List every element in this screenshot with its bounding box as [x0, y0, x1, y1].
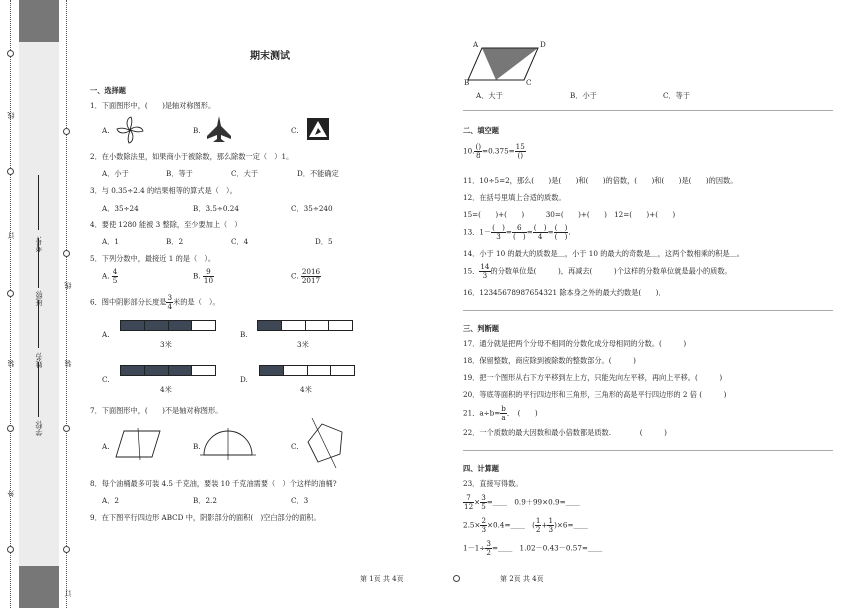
fraction	[480, 494, 487, 511]
question-number: 15．	[463, 266, 480, 276]
option-label: A.	[102, 271, 110, 281]
vertex-label: D	[540, 40, 546, 49]
side-char: 线	[7, 112, 15, 119]
period: .	[568, 227, 571, 237]
question-19: 19．把一个图形从右下方平移到左上方，只能先向左平移，再向上平移。( )	[463, 373, 723, 382]
center-hole	[453, 575, 460, 582]
question-12-line: 15=( )+( ) 30=( )+( ) 12=( )+( )	[463, 210, 676, 219]
fraction	[515, 143, 526, 160]
option-label: A.	[102, 442, 110, 451]
option: A．2	[102, 496, 119, 505]
option-label: B.	[193, 271, 201, 281]
binding-hole	[7, 50, 14, 57]
parallelogram-figure	[112, 428, 164, 460]
denominator: 8	[475, 151, 481, 160]
operator: ×	[474, 497, 481, 507]
numerator: 2016	[301, 267, 321, 276]
binding-bottom-block	[19, 566, 59, 608]
side-char: 外	[7, 490, 15, 497]
option: C．等于	[663, 91, 691, 100]
denominator: 4	[167, 302, 173, 311]
fraction	[491, 224, 506, 241]
binding-hole	[63, 128, 70, 135]
question-4: 4．要使 1280 能被 3 整除，至少要加上（ ）	[90, 220, 242, 229]
section-divider	[463, 310, 833, 311]
bar-length-label: 4米	[160, 385, 172, 394]
denominator: 3	[481, 525, 487, 534]
binding-hole	[7, 168, 14, 175]
denominator: 5	[481, 502, 486, 511]
denominator: 12	[464, 502, 474, 511]
calc-row-3	[463, 540, 602, 557]
binding-top-block	[19, 0, 59, 42]
calc-text: =＿＿ 1.02－0.43－0.57=＿＿	[491, 543, 603, 553]
question-5: 5．下列分数中，最接近 1 的是（ ）。	[90, 254, 216, 263]
question-20: 20．等底等面积的平行四边形和三角形，三角形的高是平行四边形的 2 倍 ( )	[463, 390, 727, 399]
side-char: 订	[7, 232, 15, 239]
question-13-text: 13．1－	[463, 227, 492, 237]
fraction	[533, 224, 548, 241]
numerator: 15	[515, 142, 525, 151]
section-heading-fill: 二、填空题	[463, 126, 499, 135]
calc-row-1	[463, 494, 580, 511]
numerator: 3	[167, 293, 173, 302]
bar-d	[259, 365, 355, 376]
question-15-text: 的分数单位是( )，再减去( )个这样的分数单位就是最小的质数。	[490, 266, 732, 276]
airplane-figure	[204, 114, 234, 144]
question-12: 12．在括号里填上合适的质数。	[463, 193, 566, 202]
option-label: B.	[193, 442, 201, 451]
name-field[interactable]	[38, 300, 39, 348]
option: B．等于	[166, 169, 193, 178]
option-label: C.	[291, 442, 299, 451]
section-heading-choice: 一、选择题	[90, 86, 126, 95]
denominator: 4	[537, 232, 543, 241]
exam-title: 期末测试	[250, 51, 290, 62]
question-11: 11．10÷5=2，那么( )是( )和( )的倍数，( )和( )是( )的因数。	[463, 176, 738, 185]
fraction	[500, 405, 507, 422]
denominator: ()	[517, 151, 524, 160]
numerator: 9	[203, 268, 214, 277]
section-heading-calc: 四、计算题	[463, 464, 499, 473]
numerator: 1	[535, 516, 541, 525]
numerator: ()	[475, 142, 482, 151]
question-7: 7．下面图形中，( )不是轴对称图形。	[90, 406, 223, 415]
denominator: ( )	[554, 232, 568, 241]
bar-length-label: 3米	[160, 340, 172, 349]
option: C．4	[231, 237, 249, 246]
calc-text: )×6=＿＿	[554, 520, 588, 530]
numerator: 4	[112, 267, 118, 276]
option: B．2.2	[193, 496, 217, 505]
option-label: A.	[102, 126, 110, 135]
numerator: 7	[463, 494, 474, 503]
denominator: 2	[486, 548, 491, 557]
denominator: ( )	[512, 232, 526, 241]
numerator: 3	[486, 539, 491, 548]
exam-id-label: 考号:	[35, 236, 43, 253]
binding-hole	[63, 425, 70, 432]
question-6-text: 米的是（ ）。	[173, 297, 220, 307]
question-22: 22．一个质数的最大因数和最小倍数都是质数. ( )	[463, 428, 667, 437]
denominator: 2017	[301, 276, 321, 285]
binding-hole	[7, 546, 14, 553]
fraction	[485, 540, 492, 557]
numerator: 14	[480, 262, 490, 271]
question-13	[463, 224, 571, 241]
numerator: b	[501, 404, 506, 413]
binding-hole	[7, 290, 14, 297]
equation-text: =0.375=	[482, 146, 515, 156]
fraction	[112, 268, 119, 285]
equals: =	[505, 227, 512, 237]
binding-hole	[63, 250, 70, 257]
side-char: 订	[64, 590, 72, 597]
question-18: 18．保留整数，商应除到被除数的整数部分。( )	[463, 356, 636, 365]
denominator: 3	[496, 232, 501, 241]
option-label: D.	[240, 375, 248, 384]
side-char: 线	[64, 282, 72, 289]
outer-cut-line	[10, 0, 11, 608]
question-6	[90, 294, 220, 311]
fraction	[512, 224, 527, 241]
numerator: 3	[481, 493, 486, 502]
option: D．5	[315, 237, 333, 246]
semicircle-figure	[200, 428, 256, 460]
class-field[interactable]	[38, 238, 39, 288]
option: B．3.5÷0.24	[193, 204, 239, 213]
equals: =	[547, 227, 554, 237]
section-heading-judge: 三、判断题	[463, 324, 499, 333]
warning-sign-figure	[306, 117, 330, 141]
fraction	[203, 268, 214, 285]
question-16: 16．12345678987654321 除本身之外的最大约数是( )．	[463, 288, 666, 297]
question-21-text: ． ( )	[506, 408, 538, 418]
option-label: B.	[193, 126, 201, 135]
option-a	[102, 268, 118, 285]
option: A．大于	[476, 91, 503, 100]
pentagon-figure	[300, 418, 350, 468]
question-14: 14．小于 10 的最大的质数是＿，小于 10 的最大的奇数是＿，这两个数相乘的积是＿。	[463, 249, 744, 258]
denominator: a	[501, 413, 506, 422]
operator: +	[541, 520, 548, 530]
numerator: 6	[512, 224, 527, 233]
question-8: 8．每个油桶最多可装 4.5 千克油，要装 10 千克油需要（ ）个这样的油桶?	[90, 479, 337, 488]
denominator: 2	[535, 525, 541, 534]
fraction	[479, 263, 490, 280]
option: B．2	[166, 237, 184, 246]
side-char: 装	[64, 360, 72, 367]
page-footer: 第 2页 共 4页	[500, 575, 544, 583]
question-9: 9．在下图平行四边形 ABCD 中，阴影部分的面积( )空白部分的面积。	[90, 513, 321, 522]
bar-b	[257, 320, 353, 331]
option-label: B.	[240, 330, 248, 339]
question-3: 3．与 0.35÷2.4 的结果相等的算式是（ ）。	[90, 186, 237, 195]
denominator: 3	[548, 525, 554, 534]
question-21	[463, 405, 538, 422]
calc-text: 2.5×	[463, 520, 481, 530]
numerator: 1	[548, 516, 554, 525]
option-b	[193, 268, 214, 285]
question-2: 2．在小数除法里，如果商小于被除数，那么除数一定（ ）1。	[90, 152, 294, 161]
option: A．小于	[102, 169, 129, 178]
binding-hole	[7, 425, 14, 432]
option: C．3	[291, 496, 309, 505]
equals: =	[526, 227, 533, 237]
numerator: ( )	[492, 223, 505, 232]
option: B．小于	[570, 91, 597, 100]
question-10	[463, 143, 526, 160]
numerator: ( )	[533, 223, 547, 232]
option-c	[291, 268, 321, 285]
bar-length-label: 4米	[300, 385, 312, 394]
denominator: 10	[203, 276, 214, 285]
vertex-label: B	[464, 78, 470, 87]
option: A．1	[102, 237, 119, 246]
denominator: 5	[112, 276, 118, 285]
name-label: 姓名:	[35, 352, 43, 369]
question-1: 1．下面图形中，( )是轴对称图形。	[90, 101, 216, 110]
option-label: C.	[102, 375, 110, 384]
calc-row-2	[463, 517, 588, 534]
option-label: C.	[291, 271, 299, 281]
school-label: 学校:	[35, 420, 43, 437]
bar-a	[120, 320, 216, 331]
fraction	[301, 268, 321, 285]
fraction	[463, 494, 474, 511]
option-label: A.	[102, 330, 110, 339]
vertex-label: A	[473, 40, 479, 49]
question-number: 10.	[463, 146, 475, 156]
pinwheel-flower-figure	[115, 115, 145, 145]
denominator: 3	[482, 271, 488, 280]
section-divider	[463, 110, 833, 111]
option: A．35÷24	[102, 204, 139, 213]
numerator: 2	[481, 516, 487, 525]
calc-text: =＿＿ 0.9＋99×0.9=＿＿	[486, 497, 580, 507]
calc-text: 1－1÷	[463, 543, 486, 553]
numerator: ( )	[554, 223, 568, 232]
option: C．35÷240	[291, 204, 333, 213]
option: C．大于	[231, 169, 259, 178]
question-17: 17．通分就是把两个分母不相同的分数化成分母相同的分数。( )	[463, 339, 687, 348]
class-label: 班级:	[35, 290, 43, 307]
option: D．不能确定	[297, 169, 339, 178]
bar-c	[120, 365, 216, 376]
calc-text: ×0.4=＿＿ (	[487, 520, 535, 530]
section-divider	[463, 450, 833, 451]
binding-margin	[0, 0, 78, 608]
question-23: 23．直接写得数。	[463, 479, 523, 488]
page-footer: 第 1页 共 4页	[360, 575, 404, 583]
inner-cut-line	[66, 0, 67, 608]
question-6-text: 6．图中阴影部分长度是	[90, 297, 167, 307]
bar-length-label: 3米	[297, 340, 309, 349]
side-char: 装	[7, 360, 15, 367]
fraction	[554, 224, 569, 241]
vertex-label: C	[526, 78, 532, 87]
fraction	[474, 143, 482, 160]
option-label: C.	[291, 126, 299, 135]
exam-id-field[interactable]	[38, 175, 39, 230]
question-15	[463, 263, 732, 280]
binding-hole	[63, 546, 70, 553]
school-field[interactable]	[38, 362, 39, 417]
question-21-text: 21．a÷b=	[463, 408, 501, 418]
